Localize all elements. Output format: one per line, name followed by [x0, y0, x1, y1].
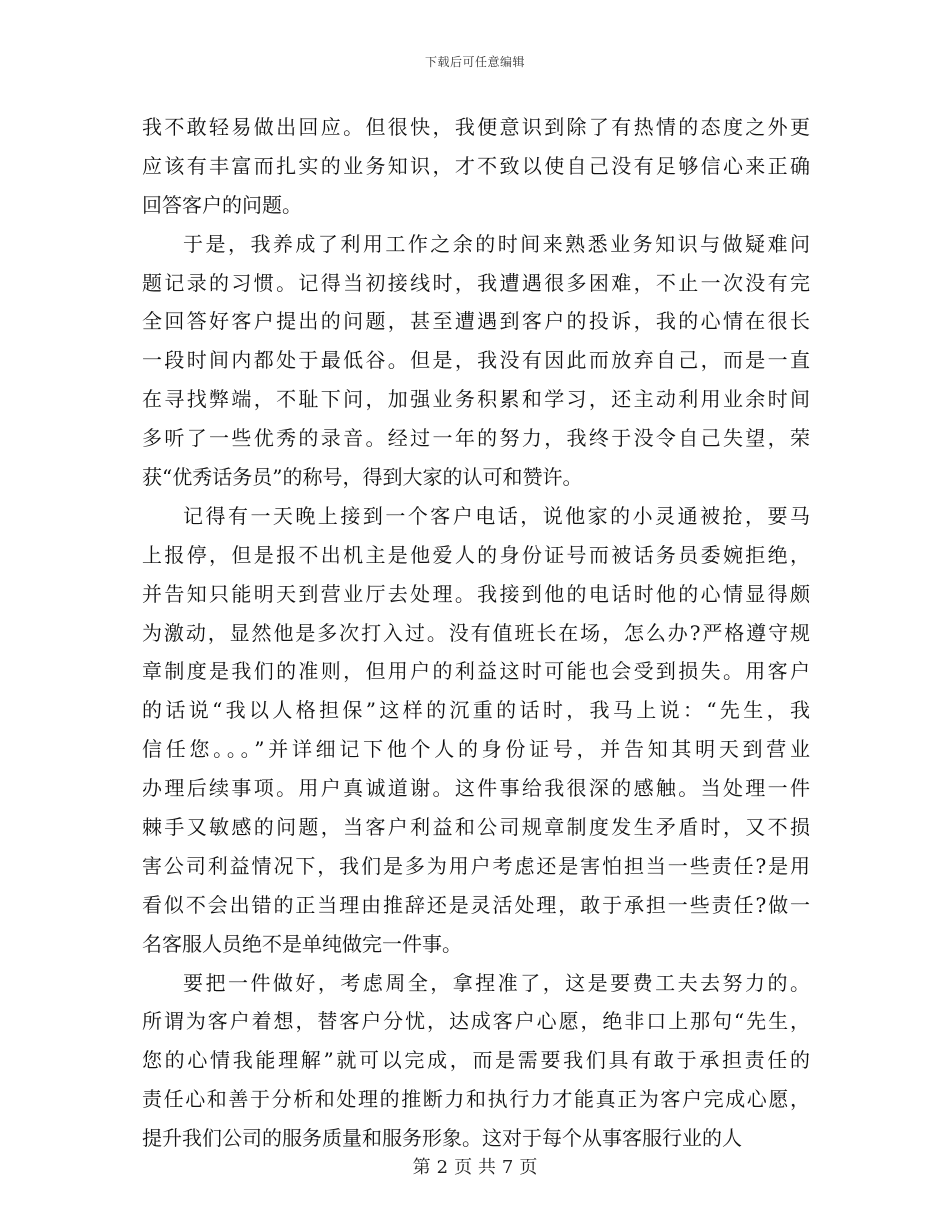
text-line: 看似不会出错的正当理由推辞还是灵活处理，敢于承担一些责任?做一 — [142, 892, 810, 917]
text-line: 要把一件做好，考虑周全，拿捏准了，这是要费工夫去努力的。 — [183, 970, 810, 995]
paragraph — [142, 108, 810, 225]
footer-suffix: 页 — [519, 1157, 538, 1178]
text-line: 回答客户的问题。 — [142, 192, 302, 217]
text-line: 上报停，但是报不出机主是他爱人的身份证号而被话务员委婉拒绝， — [142, 542, 810, 567]
text-line: 害公司利益情况下，我们是多为用户考虑还是害怕担当一些责任?是用 — [142, 853, 810, 878]
text-line: 所谓为客户着想，替客户分忧，达成客户心愿，绝非口上那句“先生， — [142, 1009, 810, 1034]
page-header: 下载后可任意编辑 — [424, 55, 525, 69]
text-line: 获“优秀话务员”的称号，得到大家的认可和赞许。 — [142, 465, 583, 490]
text-line: 题记录的习惯。记得当初接线时，我遭遇很多困难，不止一次没有完 — [142, 270, 810, 295]
text-line: 责任心和善于分析和处理的推断力和执行力才能真正为客户完成心愿， — [142, 1087, 810, 1112]
text-line: 并告知只能明天到营业厅去处理。我接到他的电话时他的心情显得颇 — [142, 581, 810, 606]
text-line: 为激动，显然他是多次打入过。没有值班长在场，怎么办?严格遵守规 — [142, 620, 810, 645]
text-line: 应该有丰富而扎实的业务知识，才不致以使自己没有足够信心来正确 — [142, 153, 810, 178]
paragraph — [142, 964, 810, 1158]
paragraph — [142, 225, 810, 497]
text-line: 多听了一些优秀的录音。经过一年的努力，我终于没令自己失望，荣 — [142, 426, 810, 451]
text-line: 一段时间内都处于最低谷。但是，我没有因此而放弃自己，而是一直 — [142, 348, 810, 373]
footer-total-pages: 7 — [501, 1157, 514, 1178]
text-line: 章制度是我们的准则，但用户的利益这时可能也会受到损失。用客户 — [142, 659, 810, 684]
document-body — [142, 108, 810, 1158]
text-line: 您的心情我能理解”就可以完成，而是需要我们具有敢于承担责任的 — [142, 1048, 810, 1073]
text-line: 提升我们公司的服务质量和服务形象。这对于每个从事客服行业的人 — [142, 1126, 742, 1151]
text-line: 我不敢轻易做出回应。但很快，我便意识到除了有热情的态度之外更 — [142, 115, 810, 139]
text-line: 信任您。。。”并详细记下他个人的身份证号，并告知其明天到营业 — [142, 737, 810, 762]
page-footer — [0, 1153, 950, 1179]
text-line: 于是，我养成了利用工作之余的时间来熟悉业务知识与做疑难问 — [183, 231, 810, 256]
paragraph — [142, 497, 810, 964]
footer-middle: 页 共 — [454, 1157, 496, 1178]
footer-prefix: 第 — [412, 1157, 431, 1178]
text-line: 记得有一天晚上接到一个客户电话，说他家的小灵通被抢，要马 — [183, 503, 810, 528]
text-line: 全回答好客户提出的问题，甚至遭遇到客户的投诉，我的心情在很长 — [142, 309, 810, 334]
footer-page-number: 2 — [436, 1157, 449, 1178]
text-line: 名客服人员绝不是单纯做完一件事。 — [142, 931, 462, 956]
text-line: 棘手又敏感的问题，当客户利益和公司规章制度发生矛盾时，又不损 — [142, 815, 810, 840]
text-line: 办理后续事项。用户真诚道谢。这件事给我很深的感触。当处理一件 — [142, 776, 810, 801]
text-line: 在寻找弊端，不耻下问，加强业务积累和学习，还主动利用业余时间 — [142, 387, 810, 412]
text-line: 的话说“我以人格担保”这样的沉重的话时，我马上说：“先生，我 — [142, 698, 810, 723]
